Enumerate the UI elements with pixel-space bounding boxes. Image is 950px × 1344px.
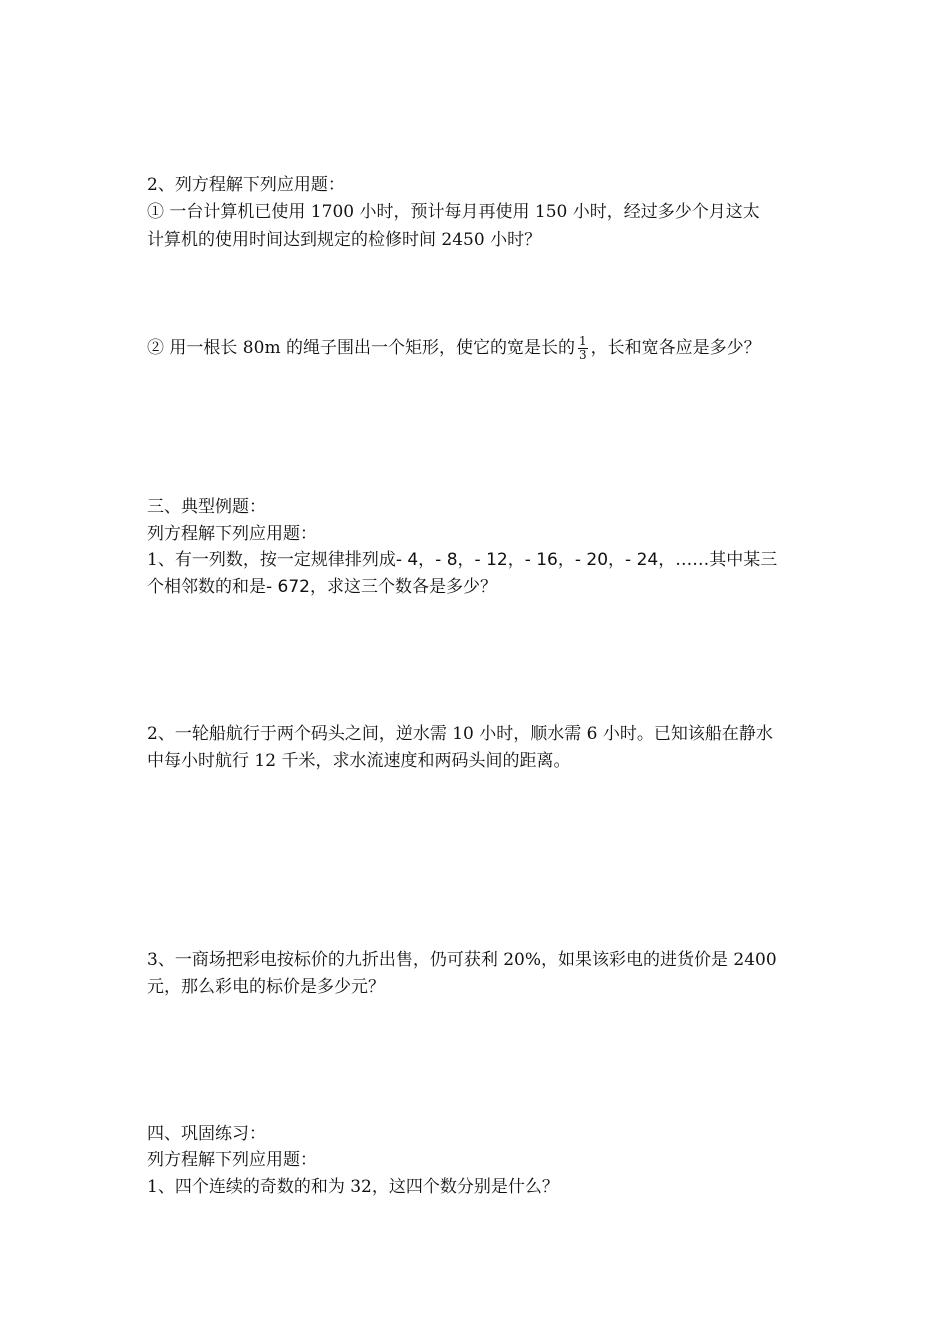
example-3-line-1: 3、一商场把彩电按标价的九折出售，仍可获利 20%，如果该彩电的进货价是 2400: [147, 950, 777, 970]
example-1-text-c: 个相邻数的和是: [147, 577, 266, 597]
example-1-line-1: [147, 548, 777, 572]
exercise-1: 1、四个连续的奇数的和为 32，这四个数分别是什么？: [147, 1177, 559, 1197]
question-1-line-2: 计算机的使用时间达到规定的检修时间 2450 小时？: [147, 230, 542, 250]
example-1-line-2: [147, 575, 497, 599]
section4-heading: 四、巩固练习：: [147, 1124, 266, 1144]
fraction-one-third: [578, 335, 588, 362]
question-2-text-before: ② 用一根长 80m 的绳子围出一个矩形，使它的宽是长的: [147, 338, 575, 358]
question-2-text-after: ，长和宽各应是多少？: [590, 338, 761, 358]
section2-heading: 2、列方程解下列应用题：: [147, 175, 345, 195]
example-2-line-1: 2、一轮船航行于两个码头之间，逆水需 10 小时，顺水需 6 小时。已知该船在静水: [147, 724, 773, 744]
question-1-line-1: ① 一台计算机已使用 1700 小时，预计每月再使用 150 小时，经过多少个月这太: [147, 202, 760, 222]
section4-subheading: 列方程解下列应用题：: [147, 1150, 317, 1170]
fraction-denominator: 3: [578, 348, 587, 362]
example-3-line-2: 元，那么彩电的标价是多少元？: [147, 977, 385, 997]
question-2: [147, 335, 761, 362]
section3-subheading: 列方程解下列应用题：: [147, 524, 317, 544]
section3-heading: 三、典型例题：: [147, 497, 266, 517]
example-1-text-d: ，求这三个数各是多少？: [310, 577, 497, 597]
example-1-text-a: 1、有一列数，按一定规律排列成: [147, 550, 396, 570]
fraction-numerator: 1: [578, 334, 587, 348]
example-1-sequence: - 4，- 8，- 12，- 16，- 20，- 24: [395, 550, 659, 570]
example-1-text-b: ，……其中某三: [658, 550, 778, 570]
example-1-sum: - 672: [266, 577, 310, 597]
example-2-line-2: 中每小时航行 12 千米，求水流速度和两码头间的距离。: [147, 751, 571, 771]
